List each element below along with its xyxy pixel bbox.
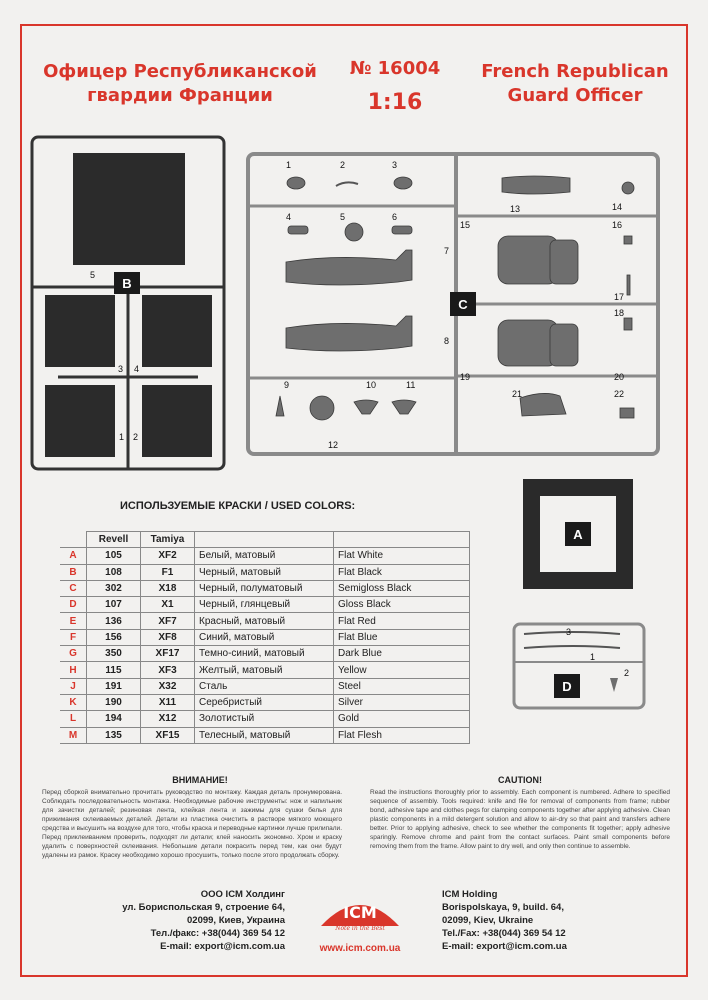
sprue-c-label-11: 11 [406, 380, 416, 390]
paint-code: B [60, 564, 87, 580]
paint-en: Flat White [334, 548, 470, 564]
paint-row [60, 613, 470, 629]
svg-text:Note in the Best: Note in the Best [335, 925, 385, 932]
paint-revell: 115 [87, 662, 141, 678]
part-c4 [288, 226, 308, 234]
sprue-d [510, 620, 650, 712]
paint-code: A [60, 548, 87, 564]
paint-revell: 156 [87, 629, 141, 645]
sprue-c-label-19: 19 [460, 372, 471, 382]
paint-table [60, 531, 470, 744]
paint-revell: 108 [87, 564, 141, 580]
paint-row [60, 711, 470, 727]
phone-ru: Тел./факс: +38(044) 369 54 12 [150, 928, 285, 939]
sprue-c-label-13: 13 [510, 204, 521, 214]
part-c8-boot [286, 316, 412, 351]
sprue-b-letter: B [122, 276, 132, 291]
sprue-c-label-16: 16 [612, 220, 623, 230]
sprue-d-letter: D [562, 679, 572, 694]
paint-revell: 194 [87, 711, 141, 727]
paint-en: Flat Black [334, 564, 470, 580]
part-c1 [287, 177, 305, 189]
sprue-a [520, 476, 638, 594]
contacts-russian [110, 888, 285, 953]
part-c11 [392, 400, 416, 414]
paint-ru: Черный, матовый [195, 564, 334, 580]
part-c18 [624, 318, 632, 330]
sprue-c-label-3: 3 [392, 160, 398, 170]
paint-tamiya: XF7 [141, 613, 195, 629]
paint-revell: 136 [87, 613, 141, 629]
paint-code: H [60, 662, 87, 678]
part-c7-boot [286, 250, 412, 285]
paint-tamiya: XF17 [141, 646, 195, 662]
street-ru: ул. Бориспольская 9, строение 64, [122, 902, 285, 913]
sprue-c-label-9: 9 [284, 380, 290, 390]
paint-en: Yellow [334, 662, 470, 678]
city-en: 02099, Kiev, Ukraine [442, 915, 534, 926]
company-ru: ООО ICM Холдинг [200, 889, 285, 900]
sprue-c-label-18: 18 [614, 308, 625, 318]
part-c12 [310, 396, 334, 420]
paint-ru: Телесный, матовый [195, 727, 334, 743]
warning-en-title: CAUTION! [498, 775, 542, 785]
paint-revell: 135 [87, 727, 141, 743]
sprue-b-part-5 [73, 153, 185, 265]
part-d1-blade [524, 646, 620, 648]
title-en-line1: French Republican [481, 61, 669, 82]
sprue-c-label-10: 10 [366, 380, 377, 390]
contacts-english [442, 888, 632, 953]
sprue-b-part-4 [142, 295, 212, 367]
warning-en-text: Read the instructions thoroughly prior to assembly. Each component is numbered. Adhere to specified sequence of assembly. Tools required: knife and file for removal of components from frame; rubber bond, adhesive tape and clothes pegs for clamping components together after applying adhesive. Clean plastic components in a mild detergent solution and allow to air-dry so that paint and transfers adhere better. Prior to applying adhesive, check to see whether the components fit together; apply adhesive sparingly. Remove chrome and paint from the contact surfaces. Paint small components before removing them from the frame. Allow paint to dry well, and only then continue to assemble. [370, 789, 670, 850]
sprue-b-label-1: 1 [119, 432, 125, 442]
paint-row [60, 646, 470, 662]
used-colors-title: ИСПОЛЬЗУЕМЫЕ КРАСКИ / USED COLORS: [120, 500, 356, 512]
part-c3 [394, 177, 412, 189]
sprue-c-label-12: 12 [328, 440, 339, 450]
paint-row [60, 548, 470, 564]
paint-tamiya: X11 [141, 694, 195, 710]
paint-row [60, 678, 470, 694]
sprue-c-label-21: 21 [512, 389, 523, 399]
paint-tamiya: X1 [141, 597, 195, 613]
paint-en: Dark Blue [334, 646, 470, 662]
sprue-c-letter: C [458, 297, 468, 312]
part-c17 [627, 275, 630, 295]
title-ru-line2: гвардии Франции [87, 85, 273, 106]
paint-revell: 302 [87, 580, 141, 596]
paint-ru: Черный, глянцевый [195, 597, 334, 613]
paint-code: J [60, 678, 87, 694]
part-c14 [622, 182, 634, 194]
paint-en: Flat Red [334, 613, 470, 629]
warning-ru-text: Перед сборкой внимательно прочитать руководство по монтажу. Каждая деталь пронумерована. Соблюдать последовательность монтажа. Необходимые рабочие инструменты: нож и напильник для зачистки деталей; резиновая лента, клейкая лента и зажимы для сушки белья для прижимания склеиваемых деталей. Детали из пластика очистить в растворе мягкого моющего средства и высушить на воздухе для того, чтобы краска и переводные картинки лучше прилипали. Перед приклеиванием проверить, подходят ли детали; клей наносить экономно. Хром и краску удалить с поверхностей склеивания. Небольшие детали покрасить перед тем, как они будут удалены из рамок. Краску необходимо хорошо просушить, только после этого продолжать сборку. [42, 789, 342, 859]
title-russian [30, 60, 330, 108]
paint-ru: Серебристый [195, 694, 334, 710]
header-tamiya: Tamiya [141, 532, 195, 548]
sprue-c-label-6: 6 [392, 212, 398, 222]
kit-number: № 16004 [349, 58, 441, 79]
paint-ru: Белый, матовый [195, 548, 334, 564]
paint-row [60, 580, 470, 596]
paint-tamiya: XF8 [141, 629, 195, 645]
sprue-c-label-20: 20 [614, 372, 625, 382]
part-c19-torso [498, 320, 558, 366]
company-en: ICM Holding [442, 889, 498, 900]
paint-row [60, 629, 470, 645]
paint-code: D [60, 597, 87, 613]
paint-row [60, 694, 470, 710]
paint-tamiya: X12 [141, 711, 195, 727]
sprue-b-part-2 [142, 385, 212, 457]
paint-tamiya: X18 [141, 580, 195, 596]
paint-ru: Желтый, матовый [195, 662, 334, 678]
paint-revell: 191 [87, 678, 141, 694]
sprue-c-label-15: 15 [460, 220, 471, 230]
paint-ru: Сталь [195, 678, 334, 694]
sprue-b-label-5: 5 [90, 270, 96, 280]
phone-en: Tel./Fax: +38(044) 369 54 12 [442, 928, 566, 939]
paint-revell: 107 [87, 597, 141, 613]
svg-text:ICM: ICM [343, 903, 377, 922]
paint-code: C [60, 580, 87, 596]
paint-en: Steel [334, 678, 470, 694]
email-ru: E-mail: export@icm.com.ua [160, 941, 285, 952]
part-d3-blade [524, 632, 620, 634]
paint-code: M [60, 727, 87, 743]
paint-code: K [60, 694, 87, 710]
paint-revell: 190 [87, 694, 141, 710]
paint-tamiya: XF15 [141, 727, 195, 743]
part-c5 [345, 223, 363, 241]
sprue-c-label-8: 8 [444, 336, 450, 346]
icm-logo [317, 890, 403, 932]
paint-tamiya: X32 [141, 678, 195, 694]
sprue-d-label-3: 3 [566, 627, 572, 637]
sprue-c-label-7: 7 [444, 246, 450, 256]
warning-ru-title: ВНИМАНИЕ! [172, 775, 228, 785]
paint-code: G [60, 646, 87, 662]
sprue-b-label-2: 2 [133, 432, 139, 442]
paint-row [60, 597, 470, 613]
sprue-a-letter: A [573, 527, 583, 542]
part-c16 [624, 236, 632, 244]
paint-row [60, 564, 470, 580]
sprue-d-label-1: 1 [590, 652, 596, 662]
paint-ru: Красный, матовый [195, 613, 334, 629]
part-c22 [620, 408, 634, 418]
sprue-c-label-4: 4 [286, 212, 292, 222]
part-c15-torso [498, 236, 558, 284]
sprue-b-part-1 [45, 385, 115, 457]
title-ru-line1: Офицер Республиканской [43, 61, 317, 82]
sprue-c-label-14: 14 [612, 202, 623, 212]
sprue-b-part-3 [45, 295, 115, 367]
sprue-b-label-4: 4 [134, 364, 140, 374]
paint-ru: Синий, матовый [195, 629, 334, 645]
paint-en: Gold [334, 711, 470, 727]
paint-revell: 350 [87, 646, 141, 662]
paint-ru: Золотистый [195, 711, 334, 727]
part-c9 [276, 396, 284, 416]
paint-en: Flat Blue [334, 629, 470, 645]
part-c13 [502, 176, 570, 194]
sprue-c-label-5: 5 [340, 212, 346, 222]
paint-code: F [60, 629, 87, 645]
part-c10 [354, 400, 378, 414]
part-c15-coat [550, 240, 578, 284]
sprue-b-label-3: 3 [118, 364, 124, 374]
paint-tamiya: F1 [141, 564, 195, 580]
part-d2 [610, 678, 618, 692]
paint-ru: Черный, полуматовый [195, 580, 334, 596]
paint-en: Flat Flesh [334, 727, 470, 743]
sprue-b [28, 135, 228, 472]
sprue-c-label-22: 22 [614, 389, 625, 399]
sprue-c [244, 150, 684, 460]
street-en: Borispolskaya, 9, build. 64, [442, 902, 564, 913]
paint-revell: 105 [87, 548, 141, 564]
title-english [470, 60, 680, 108]
paint-ru: Темно-синий, матовый [195, 646, 334, 662]
title-en-line2: Guard Officer [507, 85, 643, 106]
paint-code: E [60, 613, 87, 629]
paint-en: Semigloss Black [334, 580, 470, 596]
kit-scale: 1:16 [367, 90, 423, 115]
sprue-c-label-1: 1 [286, 160, 292, 170]
paint-tamiya: XF2 [141, 548, 195, 564]
city-ru: 02099, Киев, Украина [187, 915, 285, 926]
sprue-d-label-2: 2 [624, 668, 630, 678]
website-link[interactable]: www.icm.com.ua [319, 943, 401, 954]
header-revell: Revell [87, 532, 141, 548]
sprue-c-label-17: 17 [614, 292, 625, 302]
part-c6 [392, 226, 412, 234]
part-c2 [336, 182, 358, 186]
paint-en: Gloss Black [334, 597, 470, 613]
email-en: E-mail: export@icm.com.ua [442, 941, 567, 952]
part-c19-coat [550, 324, 578, 366]
sprue-c-label-2: 2 [340, 160, 346, 170]
paint-en: Silver [334, 694, 470, 710]
paint-row [60, 662, 470, 678]
paint-code: L [60, 711, 87, 727]
paint-row [60, 727, 470, 743]
part-c21 [520, 393, 566, 416]
paint-tamiya: XF3 [141, 662, 195, 678]
